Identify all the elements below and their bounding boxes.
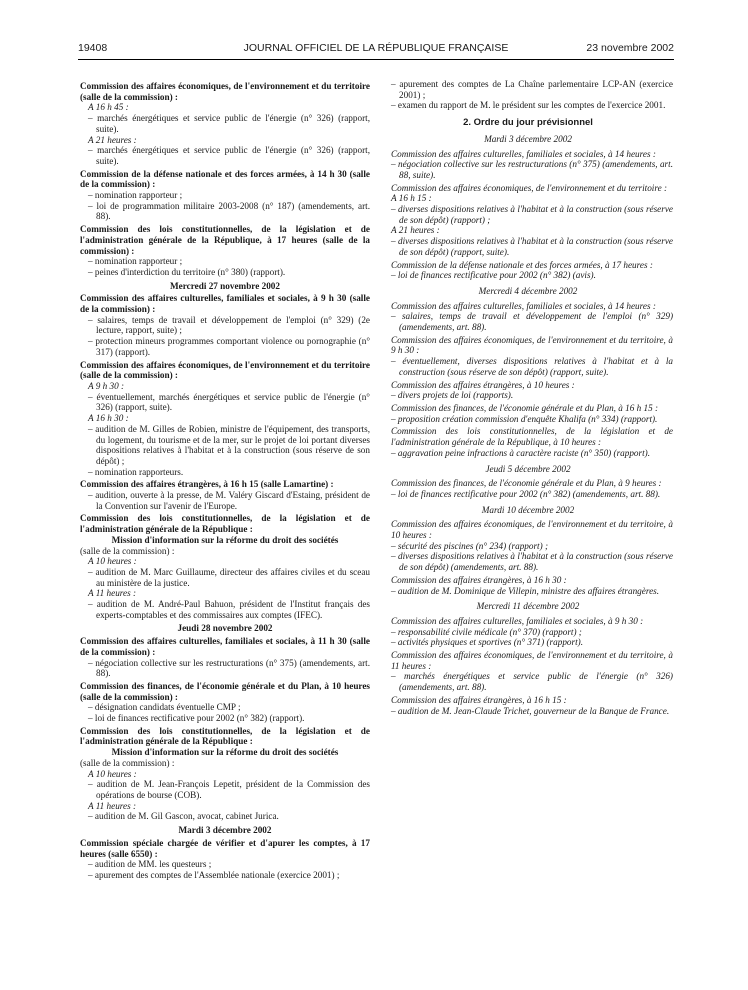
committee-heading: Commission des finances, de l'économie générale et du Plan, à 16 h 15 : — [391, 402, 659, 413]
committee-heading: Commission des affaires culturelles, familiales et sociales, à 14 heures : — [391, 300, 656, 311]
agenda-item: – nomination rapporteur ; — [88, 190, 183, 201]
date-heading: Jeudi 5 décembre 2002 — [485, 463, 571, 474]
agenda-item: – audition de M. Jean-Claude Trichet, gouverneur de la Banque de France. — [391, 705, 670, 716]
committee-heading: Commission des affaires étrangères, à 16 h 15 : — [391, 694, 567, 705]
agenda-item: – examen du rapport de M. le président sur les comptes de l'exercice 2001. — [391, 100, 666, 111]
agenda-item: – audition de M. Dominique de Villepin, ministre des affaires étrangères. — [391, 585, 660, 596]
agenda-item: – peines d'interdiction du territoire (n° 380) (rapport). — [88, 266, 286, 277]
committee-heading: Commission des affaires économiques, de l'environnement et du territoire, à 9 h 30 : — [391, 334, 673, 356]
committee-heading: Commission de la défense nationale et des forces armées, à 17 heures : — [391, 259, 653, 270]
committee-heading: Commission des affaires économiques, de l'environnement et du territoire (salle de la commission) : — [80, 359, 370, 381]
committee-heading: Commission des affaires étrangères, à 16 h 15 (salle Lamartine) : — [80, 479, 334, 490]
agenda-item: – salaires, temps de travail et développement de l'emploi (n° 329) (amendements, art. 88). — [391, 311, 673, 333]
time-label: A 21 heures : — [88, 134, 137, 145]
committee-heading: Commission des affaires étrangères, à 10 heures : — [391, 379, 575, 390]
issue-date: 23 novembre 2002 — [586, 42, 674, 54]
agenda-item: – négociation collective sur les restructurations (n° 375) (amendements, art. 88, suite). — [391, 159, 673, 180]
header-rule — [78, 59, 674, 60]
agenda-item: – proposition création commission d'enquête Khalifa (n° 334) (rapport). — [391, 413, 658, 424]
date-heading: Mercredi 11 décembre 2002 — [476, 601, 580, 612]
agenda-item: – marchés énergétiques et service public de l'énergie (n° 326) (rapport, suite). — [88, 145, 370, 166]
agenda-item: – responsabilité civile médicale (n° 370) (rapport) ; — [391, 626, 582, 637]
agenda-item: – audition de MM. les questeurs ; — [88, 859, 212, 870]
agenda-item: – audition de M. Marc Guillaume, directeur des affaires civiles et du sceau au ministère de la justice. — [88, 566, 370, 588]
agenda-item: – éventuellement, diverses dispositions relatives à l'habitat et à la construction (sous réserve de son dépôt) (rapport, suite). — [391, 356, 673, 377]
time-label: A 16 h 15 : — [391, 193, 432, 204]
time-label: A 11 heures : — [88, 588, 137, 599]
committee-heading: Commission des finances, de l'économie générale et du Plan, à 10 heures (salle de la commission) : — [80, 680, 370, 702]
time-label: A 21 heures : — [391, 225, 440, 236]
committee-heading: Commission des affaires économiques, de l'environnement et du territoire : — [391, 182, 668, 193]
agenda-item: – salaires, temps de travail et développement de l'emploi (n° 329) (2e lecture, rapport, suite) ; — [88, 314, 370, 336]
committee-heading: Commission des affaires culturelles, familiales et sociales, à 11 h 30 (salle de la commission) : — [80, 636, 370, 657]
time-label: A 9 h 30 : — [88, 380, 125, 391]
agenda-item: – protection mineurs programmes comportant violence ou pornographie (n° 317) (rapport). — [88, 336, 370, 357]
paragraph: (salle de la commission) : — [80, 757, 175, 768]
paragraph: (salle de la commission) : — [80, 545, 175, 556]
agenda-item: – nomination rapporteur ; — [88, 256, 183, 267]
agenda-item: – audition de M. Jean-François Lepetit, président de la Commission des opérations de bourse (COB). — [88, 779, 370, 800]
time-label: A 11 heures : — [88, 800, 137, 811]
agenda-item: – audition de M. Gil Gascon, avocat, cabinet Jurica. — [88, 811, 279, 822]
time-label: A 10 heures : — [88, 556, 137, 567]
date-heading: Mardi 10 décembre 2002 — [481, 504, 575, 515]
right-column — [383, 79, 673, 716]
agenda-item: – loi de programmation militaire 2003-2008 (n° 187) (amendements, art. 88). — [88, 200, 370, 222]
agenda-item: – diverses dispositions relatives à l'habitat et à la construction (sous réserve de son dépôt) (rapport) ; — [391, 204, 673, 225]
date-heading: Jeudi 28 novembre 2002 — [177, 623, 273, 634]
committee-heading: Commission des affaires culturelles, familiales et sociales, à 9 h 30 : — [391, 615, 644, 626]
agenda-item: – marchés énergétiques et service public de l'énergie (n° 326) (rapport, suite). — [88, 113, 370, 134]
agenda-item: – audition, ouverte à la presse, de M. Valéry Giscard d'Estaing, président de la Convention sur l'avenir de l'Europe. — [88, 490, 370, 511]
committee-heading: Commission des lois constitutionnelles, de la législation et de l'administration générale de la République : — [80, 513, 370, 535]
committee-heading: Commission des affaires économiques, de l'environnement et du territoire, à 10 heures : — [391, 519, 673, 541]
date-heading: Mercredi 4 décembre 2002 — [478, 285, 578, 296]
page-header — [78, 42, 674, 58]
committee-heading: Commission des affaires culturelles, familiales et sociales, à 9 h 30 (salle de la commission) : — [80, 293, 370, 315]
mission-heading: Mission d'information sur la réforme du droit des sociétés — [111, 747, 339, 758]
agenda-item: – marchés énergétiques et service public de l'énergie (n° 326) (amendements, art. 88). — [391, 671, 673, 693]
agenda-item: – désignation candidats éventuelle CMP ; — [88, 702, 241, 713]
agenda-item: – négociation collective sur les restructurations (n° 375) (amendements, art. 88). — [88, 657, 370, 679]
time-label: A 10 heures : — [88, 768, 137, 779]
journal-title: JOURNAL OFFICIEL DE LA RÉPUBLIQUE FRANÇAISE — [243, 42, 509, 54]
committee-heading: Commission spéciale chargée de vérifier et d'apurer les comptes, à 17 heures (salle 6550) : — [80, 837, 370, 859]
agenda-item: – audition de M. André-Paul Bahuon, président de l'Institut français des experts-comptables et des commissaires aux comptes (IFEC). — [88, 599, 370, 620]
mission-heading: Mission d'information sur la réforme du droit des sociétés — [111, 534, 339, 545]
committee-heading: Commission des lois constitutionnelles, de la législation et de l'administration générale de la République : — [80, 725, 370, 747]
agenda-item: – audition de M. Gilles de Robien, ministre de l'équipement, des transports, du logement, du tourisme et de la mer, sur le projet de loi portant diverses dispositions relatives à l'habitat et à la construction (sous réserve de son dépôt) ; — [88, 423, 370, 466]
time-label: A 16 h 30 : — [88, 413, 129, 424]
agenda-item: – aggravation peine infractions à caractère raciste (n° 350) (rapport). — [391, 447, 651, 458]
agenda-item: – divers projets de loi (rapports). — [391, 390, 514, 401]
agenda-item: – éventuellement, marchés énergétiques et service public de l'énergie (n° 326) (rapport, suite). — [88, 391, 370, 413]
agenda-item: – loi de finances rectificative pour 2002 (n° 382) (avis). — [391, 270, 596, 281]
agenda-item: – nomination rapporteurs. — [88, 466, 184, 477]
committee-heading: Commission des affaires économiques, de l'environnement et du territoire (salle de la commission) : — [80, 81, 370, 102]
agenda-item: – diverses dispositions relatives à l'habitat et à la construction (sous réserve de son dépôt) (rapport, suite). — [391, 236, 673, 257]
agenda-item: – diverses dispositions relatives à l'habitat et à la construction (sous réserve de son dépôt) (amendements, art. 88). — [391, 551, 673, 573]
section-heading: 2. Ordre du jour prévisionnel — [463, 117, 593, 129]
page-number: 19408 — [78, 42, 108, 54]
agenda-item: – sécurité des piscines (n° 234) (rapport) ; — [391, 540, 549, 551]
date-heading: Mardi 3 décembre 2002 — [484, 133, 572, 144]
agenda-item: – activités physiques et sportives (n° 371) (rapport). — [391, 637, 583, 648]
left-column — [80, 79, 370, 881]
committee-heading: Commission de la défense nationale et des forces armées, à 14 h 30 (salle de la commission) : — [80, 168, 370, 190]
committee-heading: Commission des affaires culturelles, familiales et sociales, à 14 heures : — [391, 148, 656, 159]
date-heading: Mardi 3 décembre 2002 — [178, 825, 272, 836]
committee-heading: Commission des affaires économiques, de l'environnement et du territoire, à 11 heures : — [391, 650, 673, 671]
committee-heading: Commission des lois constitutionnelles, de la législation et de l'administration générale de la République, à 10 heures : — [391, 426, 673, 448]
date-heading: Mercredi 27 novembre 2002 — [170, 280, 280, 291]
committee-heading: Commission des affaires étrangères, à 16 h 30 : — [391, 574, 567, 585]
agenda-item: – apurement des comptes de l'Assemblée nationale (exercice 2001) ; — [88, 869, 340, 880]
agenda-item: – apurement des comptes de La Chaîne parlementaire LCP-AN (exercice 2001) ; — [391, 79, 673, 100]
time-label: A 16 h 45 : — [88, 102, 129, 113]
committee-heading: Commission des lois constitutionnelles, de la législation et de l'administration générale de la République, à 17 heures (salle de la commission) : — [80, 224, 370, 256]
agenda-item: – loi de finances rectificative pour 2002 (n° 382) (rapport). — [88, 713, 305, 724]
committee-heading: Commission des finances, de l'économie générale et du Plan, à 9 heures : — [391, 478, 662, 489]
agenda-item: – loi de finances rectificative pour 2002 (n° 382) (amendements, art. 88). — [391, 488, 661, 499]
